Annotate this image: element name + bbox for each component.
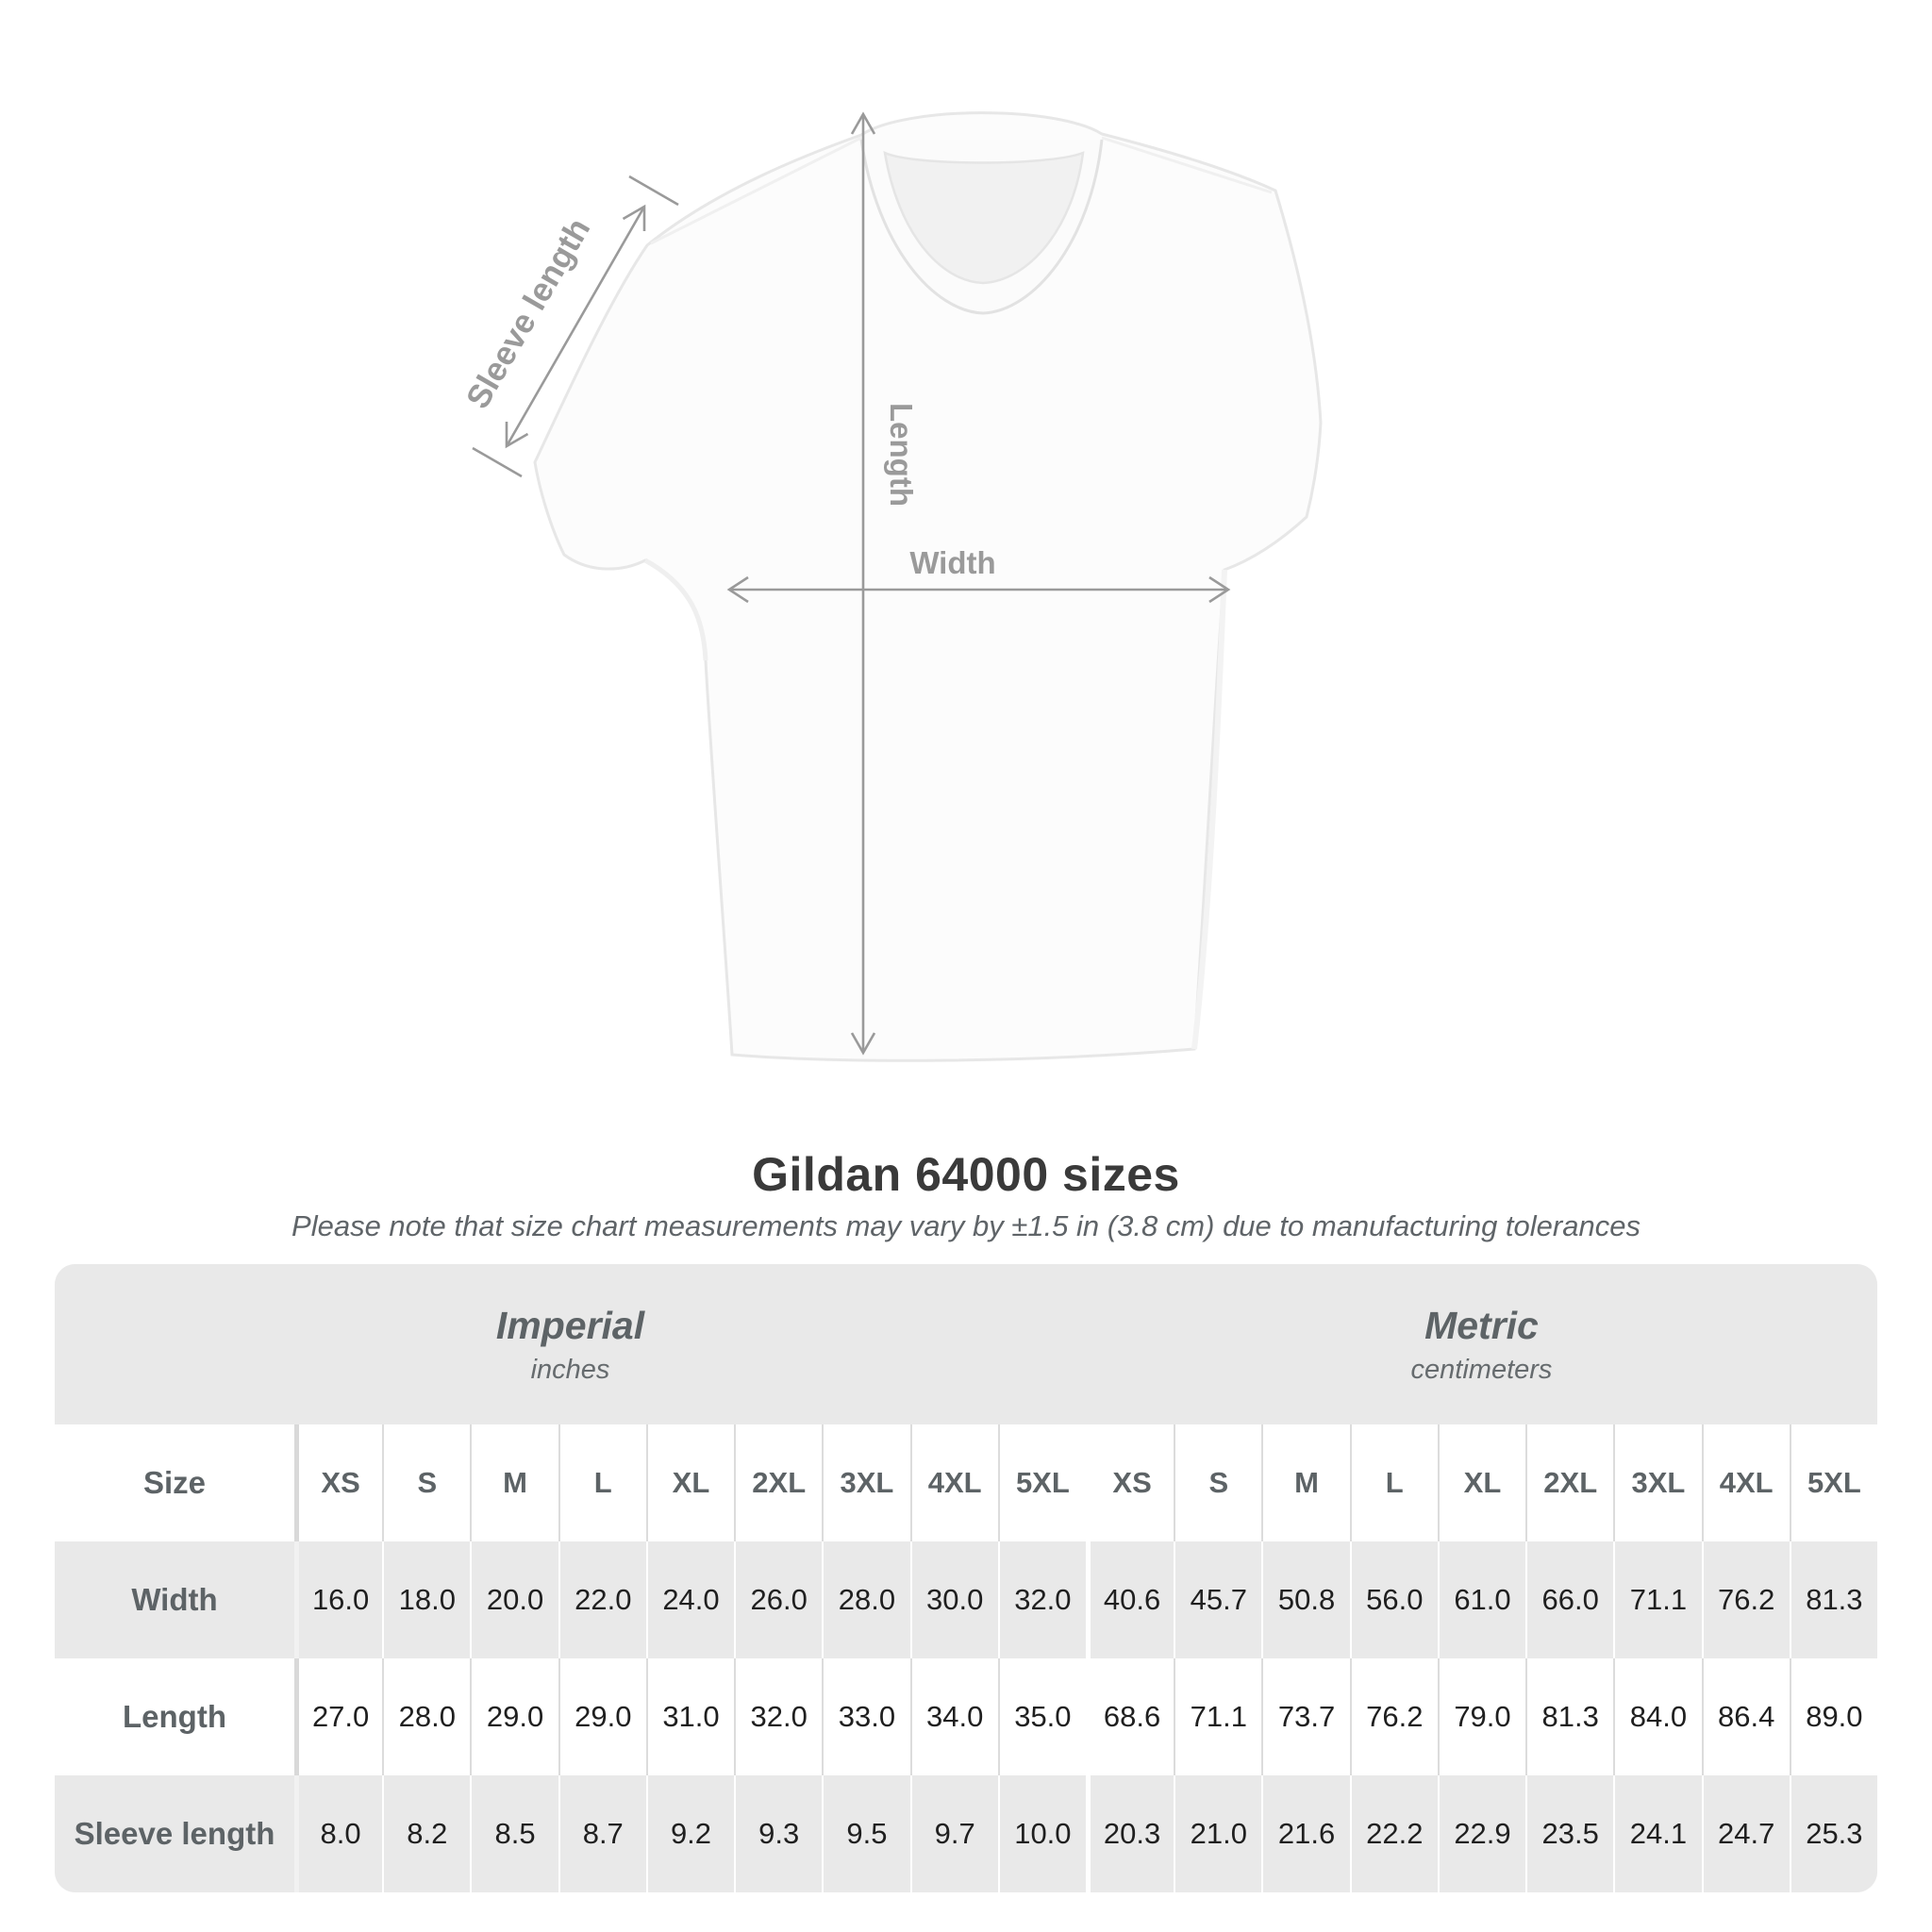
size-header-metric-5xl: 5XL [1790, 1424, 1877, 1541]
size-header-imperial-2xl: 2XL [734, 1424, 822, 1541]
width-imperial-xl: 24.0 [646, 1541, 734, 1658]
size-header-metric-3xl: 3XL [1613, 1424, 1701, 1541]
length-metric-3xl: 84.0 [1613, 1658, 1701, 1775]
width-metric-4xl: 76.2 [1702, 1541, 1790, 1658]
sleeve-imperial-s: 8.2 [382, 1775, 470, 1892]
width-metric-l: 56.0 [1350, 1541, 1438, 1658]
imperial-section-header [55, 1264, 1086, 1424]
metric-section-title: Metric [1424, 1303, 1539, 1347]
size-header-imperial-4xl: 4XL [910, 1424, 998, 1541]
size-header-metric-s: S [1174, 1424, 1261, 1541]
sleeve-imperial-4xl: 9.7 [910, 1775, 998, 1892]
length-metric-4xl: 86.4 [1702, 1658, 1790, 1775]
length-imperial-l: 29.0 [558, 1658, 646, 1775]
size-header-metric-xs: XS [1086, 1424, 1174, 1541]
width-metric-2xl: 66.0 [1525, 1541, 1613, 1658]
width-row-label: Width [55, 1541, 294, 1658]
size-chart-table [55, 1264, 1877, 1892]
imperial-section-title: Imperial [495, 1303, 645, 1347]
length-metric-2xl: 81.3 [1525, 1658, 1613, 1775]
metric-section-header [1086, 1264, 1877, 1424]
width-metric-s: 45.7 [1174, 1541, 1261, 1658]
sleeve-metric-l: 22.2 [1350, 1775, 1438, 1892]
sleeve-metric-m: 21.6 [1261, 1775, 1349, 1892]
size-header-metric-xl: XL [1438, 1424, 1525, 1541]
width-label: Width [909, 545, 996, 580]
length-imperial-xs: 27.0 [294, 1658, 382, 1775]
width-imperial-5xl: 32.0 [998, 1541, 1086, 1658]
size-header-imperial-l: L [558, 1424, 646, 1541]
size-header-metric-l: L [1350, 1424, 1438, 1541]
size-column-header: Size [55, 1424, 294, 1541]
sleeve-imperial-l: 8.7 [558, 1775, 646, 1892]
length-imperial-2xl: 32.0 [734, 1658, 822, 1775]
sleeve-metric-s: 21.0 [1174, 1775, 1261, 1892]
sleeve-metric-5xl: 25.3 [1790, 1775, 1877, 1892]
sleeve-metric-2xl: 23.5 [1525, 1775, 1613, 1892]
tolerance-note: Please note that size chart measurements may vary by ±1.5 in (3.8 cm) due to manufacturing tolerances [291, 1209, 1641, 1242]
width-imperial-l: 22.0 [558, 1541, 646, 1658]
width-imperial-2xl: 26.0 [734, 1541, 822, 1658]
metric-section-unit: centimeters [1410, 1355, 1553, 1386]
sleeve-metric-4xl: 24.7 [1702, 1775, 1790, 1892]
size-header-metric-2xl: 2XL [1525, 1424, 1613, 1541]
size-header-imperial-xl: XL [646, 1424, 734, 1541]
width-imperial-xs: 16.0 [294, 1541, 382, 1658]
length-imperial-4xl: 34.0 [910, 1658, 998, 1775]
size-header-imperial-s: S [382, 1424, 470, 1541]
page-title: Gildan 64000 sizes [752, 1148, 1180, 1201]
length-metric-l: 76.2 [1350, 1658, 1438, 1775]
size-header-metric-m: M [1261, 1424, 1349, 1541]
sleeve-imperial-5xl: 10.0 [998, 1775, 1086, 1892]
length-imperial-xl: 31.0 [646, 1658, 734, 1775]
sleeve-imperial-2xl: 9.3 [734, 1775, 822, 1892]
length-imperial-m: 29.0 [470, 1658, 558, 1775]
width-metric-3xl: 71.1 [1613, 1541, 1701, 1658]
length-metric-5xl: 89.0 [1790, 1658, 1877, 1775]
size-header-metric-4xl: 4XL [1702, 1424, 1790, 1541]
length-metric-xs: 68.6 [1086, 1658, 1174, 1775]
length-metric-s: 71.1 [1174, 1658, 1261, 1775]
tshirt-photo [535, 113, 1321, 1061]
sleeve-metric-xs: 20.3 [1086, 1775, 1174, 1892]
width-metric-m: 50.8 [1261, 1541, 1349, 1658]
length-row-label: Length [55, 1658, 294, 1775]
width-imperial-3xl: 28.0 [822, 1541, 909, 1658]
sleeve-imperial-xs: 8.0 [294, 1775, 382, 1892]
sleeve-length-row-label: Sleeve length [55, 1775, 294, 1892]
size-header-imperial-5xl: 5XL [998, 1424, 1086, 1541]
length-metric-xl: 79.0 [1438, 1658, 1525, 1775]
length-metric-m: 73.7 [1261, 1658, 1349, 1775]
size-header-imperial-xs: XS [294, 1424, 382, 1541]
sleeve-imperial-3xl: 9.5 [822, 1775, 909, 1892]
length-imperial-5xl: 35.0 [998, 1658, 1086, 1775]
size-header-imperial-m: M [470, 1424, 558, 1541]
size-header-imperial-3xl: 3XL [822, 1424, 909, 1541]
imperial-section-unit: inches [530, 1355, 610, 1386]
sleeve-length-label: Sleeve length [458, 211, 598, 415]
width-imperial-m: 20.0 [470, 1541, 558, 1658]
sleeve-metric-xl: 22.9 [1438, 1775, 1525, 1892]
width-metric-xs: 40.6 [1086, 1541, 1174, 1658]
sleeve-imperial-m: 8.5 [470, 1775, 558, 1892]
width-imperial-4xl: 30.0 [910, 1541, 998, 1658]
length-imperial-s: 28.0 [382, 1658, 470, 1775]
length-label: Length [884, 403, 919, 507]
sleeve-imperial-xl: 9.2 [646, 1775, 734, 1892]
width-imperial-s: 18.0 [382, 1541, 470, 1658]
width-metric-5xl: 81.3 [1790, 1541, 1877, 1658]
length-imperial-3xl: 33.0 [822, 1658, 909, 1775]
sleeve-metric-3xl: 24.1 [1613, 1775, 1701, 1892]
width-metric-xl: 61.0 [1438, 1541, 1525, 1658]
